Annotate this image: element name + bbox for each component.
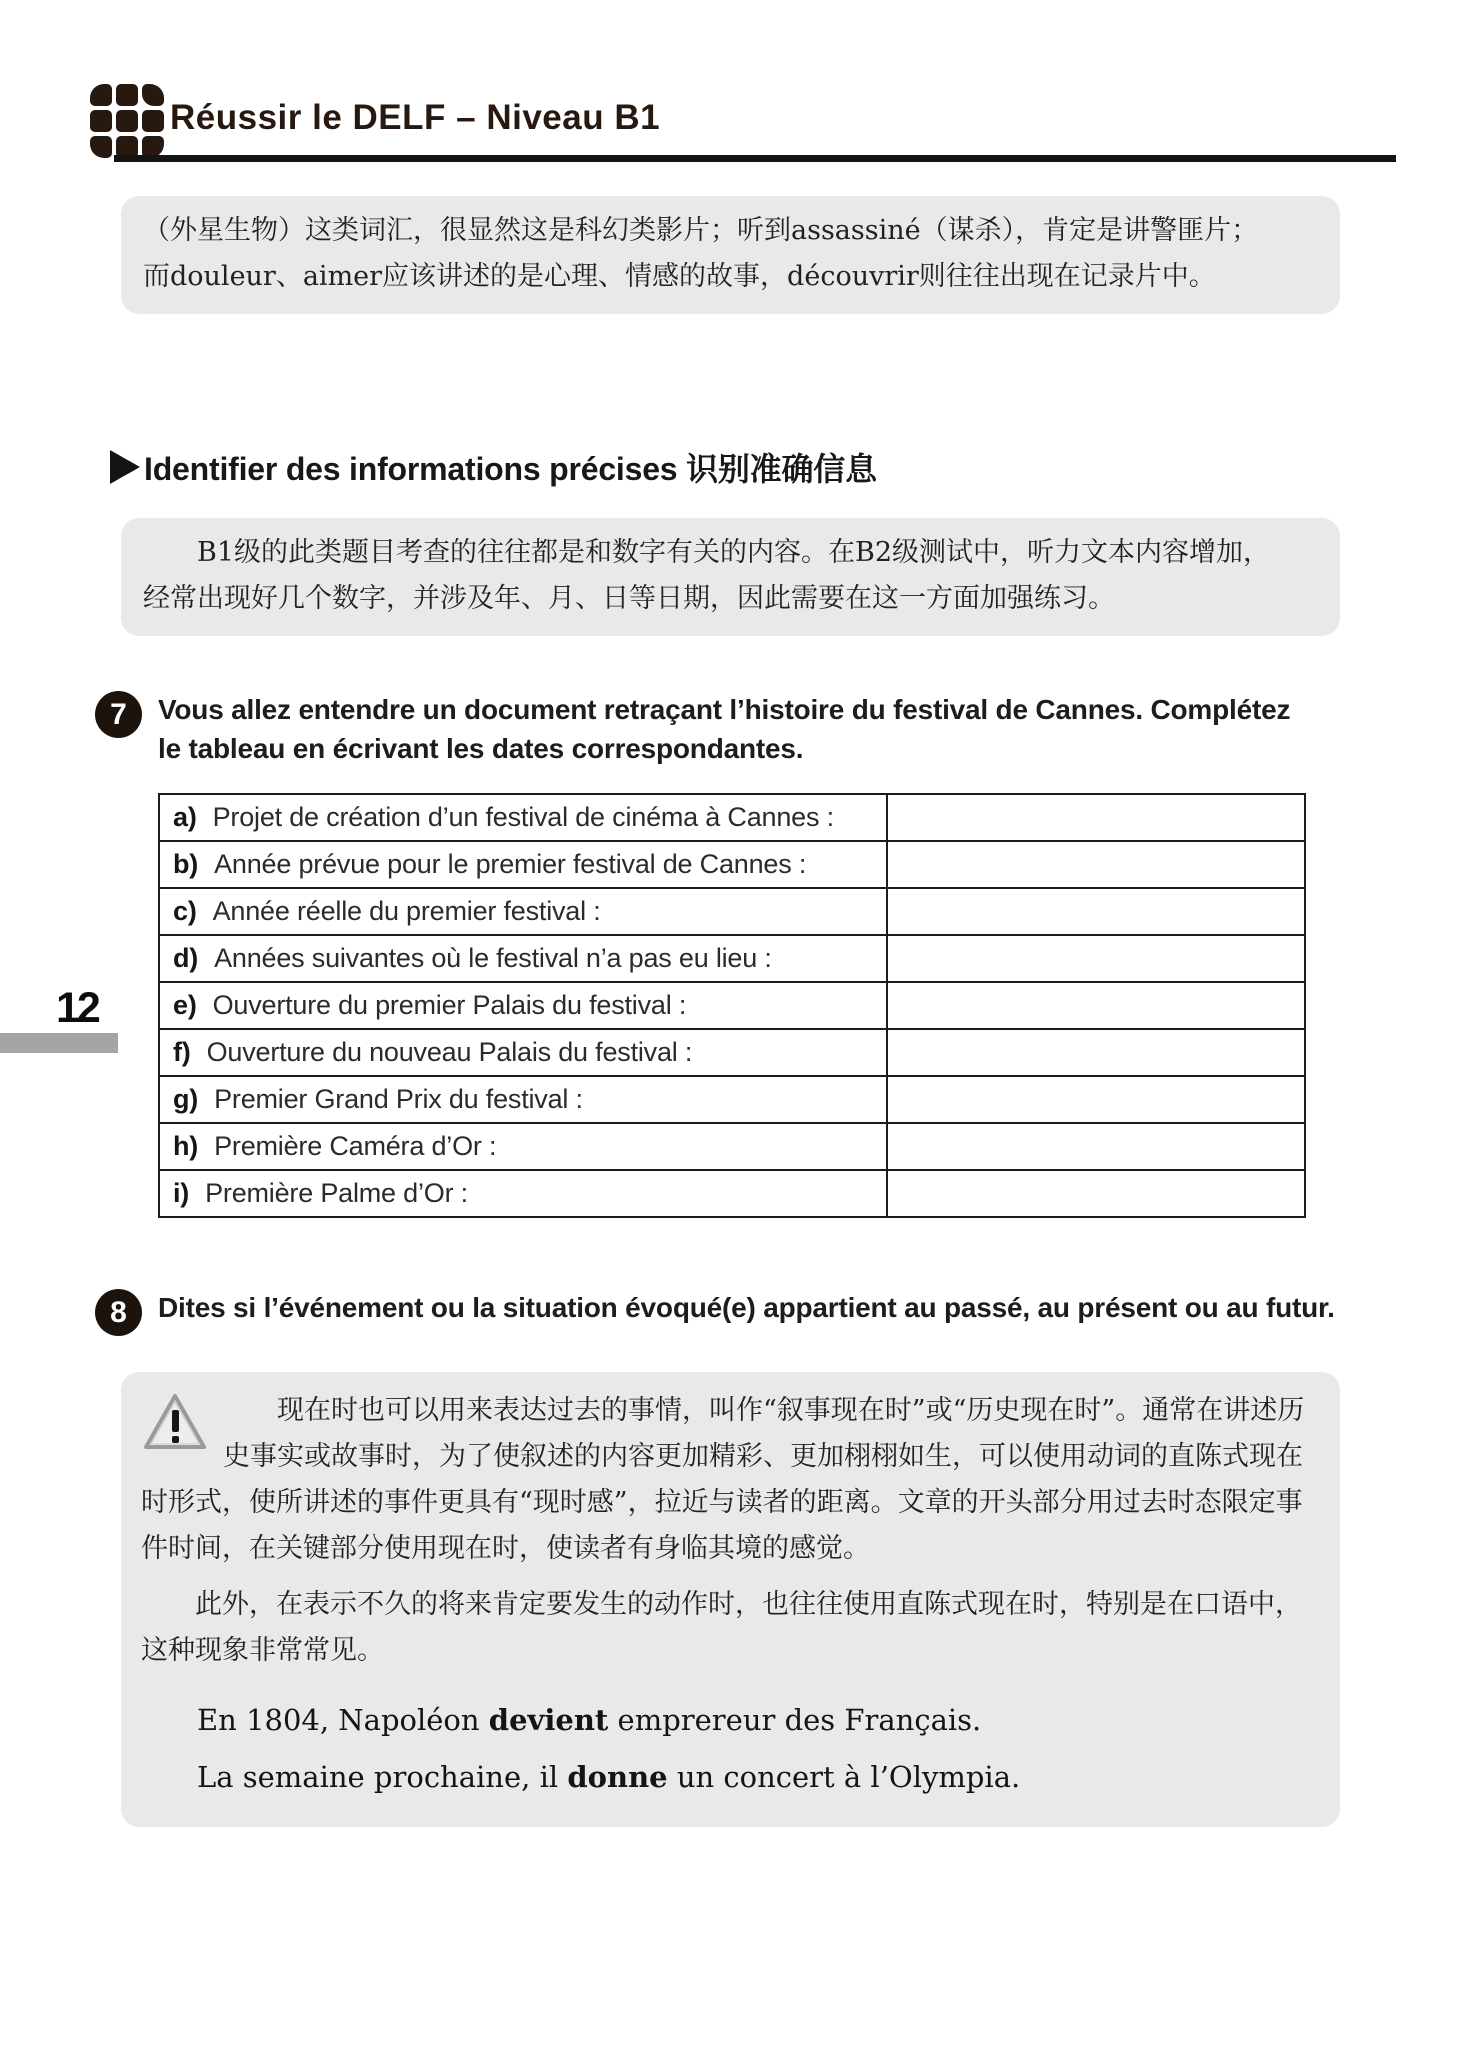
row-label: d) [173,943,199,973]
exercise-7 [95,690,1310,768]
answer-cell [887,982,1305,1029]
tip-paragraph-1: 现在时也可以用来表达过去的事情，叫作“叙事现在时”或“历史现在时”。通常在讲述历史事实或故事时，为了使叙述的内容更加精彩、更加栩栩如生，可以使用动词的直陈式现在时形式，使所讲述的事件更具有“现时感”，拉近与读者的距离。文章的开头部分用过去时态限定事件时间，在关键部分使用现在时，使读者有身临其境的感觉。 [141,1395,1305,1564]
row-text: Année réelle du premier festival : [212,896,601,926]
header-rule [114,155,1396,162]
answer-cell [887,841,1305,888]
cannes-dates-table [158,793,1306,1218]
warning-icon [143,1392,207,1452]
tip-box [121,1372,1340,1827]
answer-cell [887,794,1305,841]
row-text: Projet de création d’un festival de cinéma à Cannes : [212,802,834,832]
intro-note-box [121,196,1340,314]
table-row [159,794,1305,841]
row-label: i) [173,1178,190,1208]
table-row [159,1029,1305,1076]
exercise-8-number-badge: 8 [95,1289,142,1336]
row-label: e) [173,990,197,1020]
triangle-marker-icon [110,450,140,484]
row-text: Ouverture du premier Palais du festival : [212,990,687,1020]
example-sentence-1: En 1804, Napoléon devient emprereur des Français. [197,1703,982,1737]
answer-cell [887,1076,1305,1123]
row-text: Années suivantes où le festival n’a pas eu lieu : [214,943,772,973]
row-text: Année prévue pour le premier festival de Cannes : [214,849,807,879]
section-note-line2: 经常出现好几个数字，并涉及年、月、日等日期，因此需要在这一方面加强练习。 [143,583,1115,614]
exercise-8 [95,1288,1335,1329]
row-label: a) [173,802,197,832]
answer-cell [887,1123,1305,1170]
table-row [159,1170,1305,1217]
exercise-8-instruction: Dites si l’événement ou la situation évoqué(e) appartient au passé, au présent ou au futur. [158,1292,1335,1323]
table-row [159,888,1305,935]
intro-note-line1: （外星生物）这类词汇，很显然这是科幻类影片；听到assassiné（谋杀），肯定是讲警匪片； [143,215,1259,246]
row-text: Première Palme d’Or : [205,1178,468,1208]
answer-cell [887,1170,1305,1217]
exercise-7-number-badge: 7 [95,691,142,738]
intro-note-line2: 而douleur、aimer应该讲述的是心理、情感的故事，découvrir则往往出现在记录片中。 [143,261,1216,292]
section-note-line1: B1级的此类题目考查的往往都是和数字有关的内容。在B2级测试中，听力文本内容增加， [197,537,1271,568]
page-number-bar [0,1033,118,1053]
row-label: c) [173,896,197,926]
table-row [159,841,1305,888]
section-heading-text: Identifier des informations précises 识别准确信息 [144,451,877,487]
row-text: Ouverture du nouveau Palais du festival : [206,1037,693,1067]
table-row [159,982,1305,1029]
answer-cell [887,888,1305,935]
book-title: Réussir le DELF – Niveau B1 [170,98,661,137]
example-sentence-2: La semaine prochaine, il donne un concert à l’Olympia. [197,1760,1021,1794]
answer-cell [887,1029,1305,1076]
row-label: b) [173,849,199,879]
publisher-logo-icon [90,84,164,158]
table-row [159,1076,1305,1123]
exercise-7-instruction: Vous allez entendre un document retraçant l’histoire du festival de Cannes. Complétez le tableau en écrivant les dates correspondantes. [158,694,1291,764]
row-label: g) [173,1084,199,1114]
row-text: Premier Grand Prix du festival : [214,1084,583,1114]
table-row [159,935,1305,982]
answer-cell [887,935,1305,982]
row-label: f) [173,1037,191,1067]
section-note-box [121,518,1340,636]
table-row [159,1123,1305,1170]
tip-paragraph-2: 此外，在表示不久的将来肯定要发生的动作时，也往往使用直陈式现在时，特别是在口语中，这种现象非常常见。 [141,1589,1302,1666]
row-text: Première Caméra d’Or : [214,1131,497,1161]
page-number: 12 [56,984,98,1032]
section-heading [110,444,877,490]
row-label: h) [173,1131,199,1161]
